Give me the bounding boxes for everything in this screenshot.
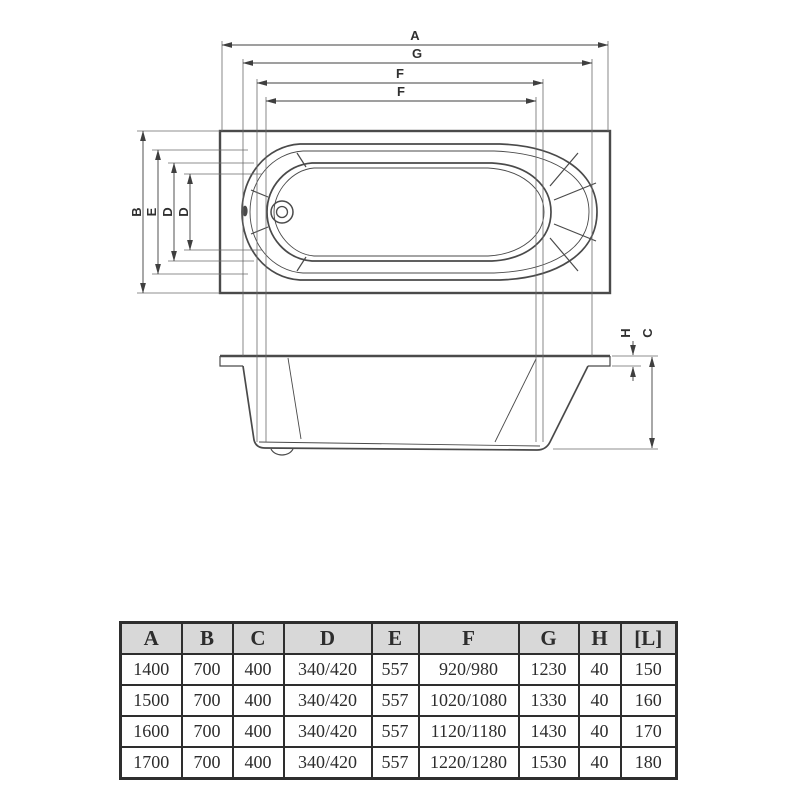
table-cell: 160: [621, 685, 677, 716]
table-cell: 700: [182, 716, 233, 747]
table-row: [121, 685, 677, 716]
basin-opening: [267, 163, 551, 261]
table-row: [121, 747, 677, 779]
table-header-cell: D: [284, 623, 372, 655]
rim-flange-right: [588, 356, 610, 366]
table-cell: 557: [372, 716, 419, 747]
table-cell: 1400: [121, 654, 182, 685]
table-cell: 557: [372, 654, 419, 685]
table-header-cell: [L]: [621, 623, 677, 655]
dim-label-E: E: [144, 207, 159, 217]
dimension-labels: [129, 28, 655, 338]
tub-floor-line: [259, 442, 540, 446]
basin-inner-line: [274, 168, 544, 256]
dim-label-D-inner: D: [176, 207, 191, 217]
table-header-cell: H: [579, 623, 621, 655]
dim-label-A: A: [410, 28, 420, 43]
table-body: [121, 654, 677, 779]
table-header-cell: B: [182, 623, 233, 655]
table-row: [121, 654, 677, 685]
table-cell: 400: [233, 654, 284, 685]
headrest-band: [251, 153, 306, 271]
drain-bump: [271, 449, 293, 455]
table-cell: 557: [372, 747, 419, 779]
dim-label-B: B: [129, 207, 144, 217]
table-cell: 1120/1180: [419, 716, 519, 747]
table-row: [121, 716, 677, 747]
dimensions-table-container: [119, 621, 678, 780]
table-cell: 1600: [121, 716, 182, 747]
table-header-cell: F: [419, 623, 519, 655]
extension-lines: [137, 41, 658, 449]
table-cell: 400: [233, 747, 284, 779]
table-cell: 1700: [121, 747, 182, 779]
dim-label-H: H: [618, 328, 633, 338]
table-cell: 400: [233, 685, 284, 716]
table-cell: 340/420: [284, 747, 372, 779]
table-cell: 40: [579, 747, 621, 779]
dim-label-F-outer: F: [396, 66, 404, 81]
table-cell: 340/420: [284, 654, 372, 685]
table-cell: 180: [621, 747, 677, 779]
dim-label-C: C: [640, 328, 655, 338]
table-cell: 1330: [519, 685, 579, 716]
table-cell: 920/980: [419, 654, 519, 685]
table-cell: 170: [621, 716, 677, 747]
table-cell: 557: [372, 685, 419, 716]
table-cell: 40: [579, 685, 621, 716]
table-cell: 340/420: [284, 716, 372, 747]
table-cell: 700: [182, 747, 233, 779]
table-cell: 150: [621, 654, 677, 685]
table-cell: 400: [233, 716, 284, 747]
table-cell: 1430: [519, 716, 579, 747]
table-header-row: [121, 623, 677, 655]
table-cell: 1220/1280: [419, 747, 519, 779]
table-header-cell: E: [372, 623, 419, 655]
table-cell: 40: [579, 716, 621, 747]
plan-view: [220, 131, 610, 293]
table-cell: 1530: [519, 747, 579, 779]
rim-flange-left: [220, 356, 243, 366]
table-cell: 700: [182, 654, 233, 685]
table-cell: 700: [182, 685, 233, 716]
table-header-cell: C: [233, 623, 284, 655]
table-cell: 1230: [519, 654, 579, 685]
table-cell: 340/420: [284, 685, 372, 716]
dimensions-table: [119, 621, 678, 780]
side-view: [220, 356, 610, 455]
interior-slope-left: [288, 358, 301, 439]
dim-label-F-inner: F: [397, 84, 405, 99]
tub-rim-inner-edge: [250, 151, 589, 273]
dim-label-G: G: [411, 46, 423, 61]
dim-label-D-outer: D: [160, 207, 175, 217]
table-cell: 40: [579, 654, 621, 685]
table-cell: 1500: [121, 685, 182, 716]
interior-slope-right: [495, 359, 536, 442]
table-header-cell: G: [519, 623, 579, 655]
table-cell: 1020/1080: [419, 685, 519, 716]
table-header-cell: A: [121, 623, 182, 655]
